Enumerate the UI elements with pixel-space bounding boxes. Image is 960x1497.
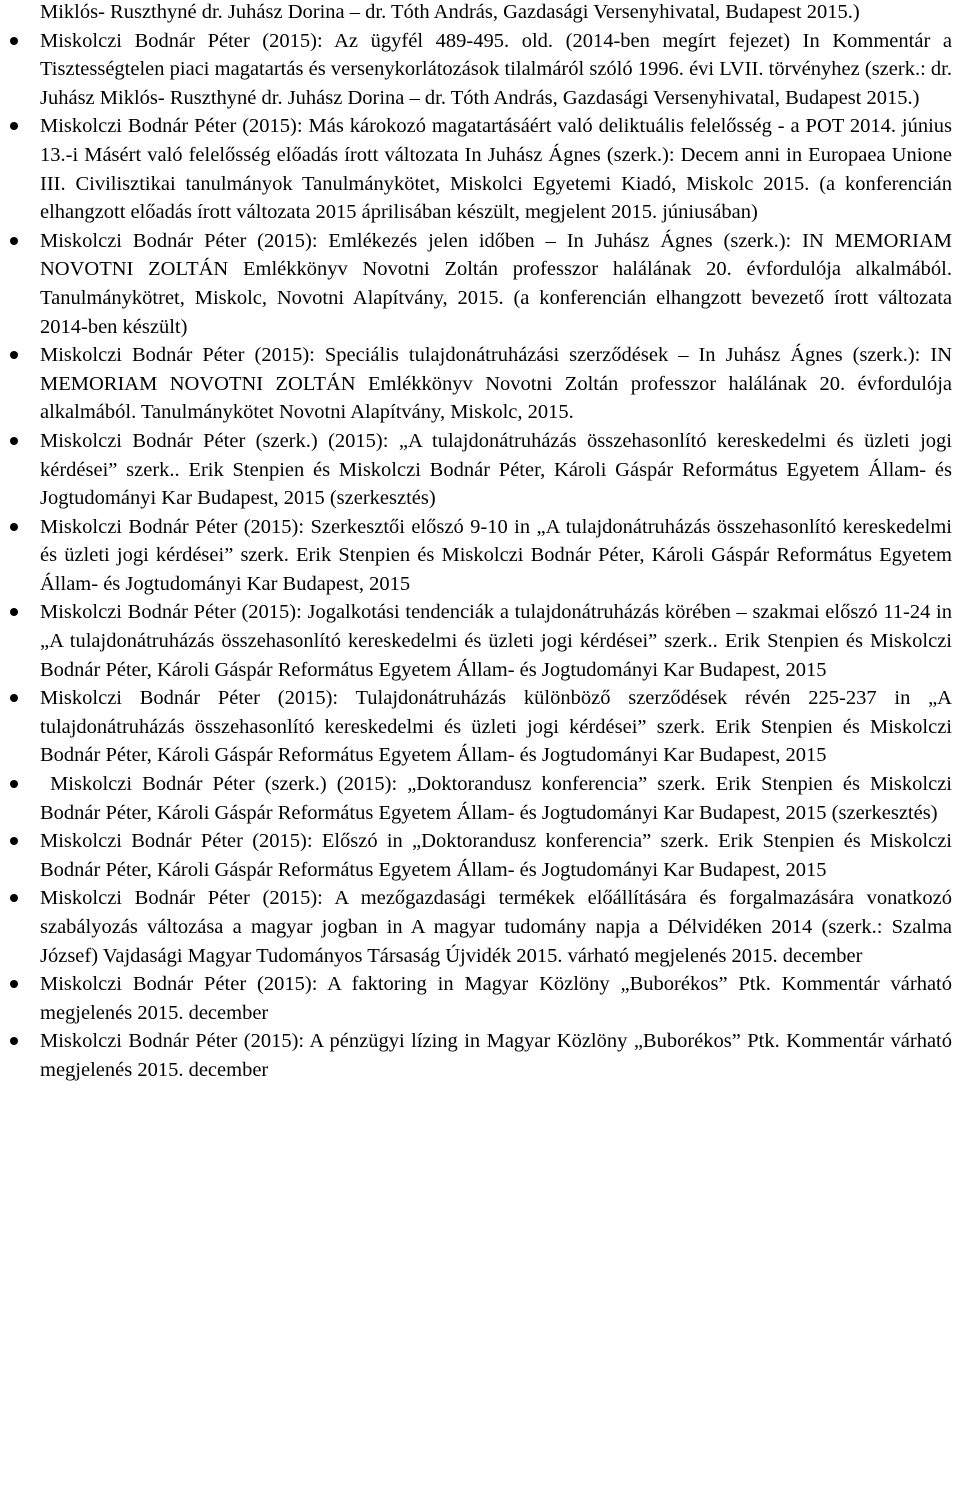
publication-text: Miskolczi Bodnár Péter (2015): A faktoring in Magyar Közlöny „Buborékos” Ptk. Kommentár várható megjelenés 2015. december — [40, 973, 952, 1024]
continued-reference-text: Miklós- Ruszthyné dr. Juhász Dorina – dr. Tóth András, Gazdasági Versenyhivatal, Budapest 2015.) — [40, 1, 860, 23]
publication-text: Miskolczi Bodnár Péter (2015): Előszó in „Doktorandusz konferencia” szerk. Erik Stenpien és Miskolczi Bodnár Péter, Károli Gáspár Református Egyetem Állam- és Jogtudományi Kar Budapest, 2015 — [40, 830, 952, 881]
publication-list — [0, 27, 960, 1085]
publication-item — [40, 513, 952, 599]
publication-text: Miskolczi Bodnár Péter (szerk.) (2015): „Doktorandusz konferencia” szerk. Erik Stenpien és Miskolczi Bodnár Péter, Károli Gáspár Református Egyetem Állam- és Jogtudományi Kar Budapest, 2015 (szerkesztés) — [40, 773, 958, 824]
publication-text: Miskolczi Bodnár Péter (2015): Más károkozó magatartásáért való deliktuális felelősség - a POT 2014. június 13.-i Másért való felelősség előadás írott változata In Juhász Ágnes (szerk.): Decem anni in Europaea Unione III. Civilisztikai tanulmányok Tanulmánykötet, Miskolci Egyetemi Kiadó, Miskolc 2015. (a konferencián elhangzott előadás írott változata 2015 áprilisában készült, megjelent 2015. júniusában) — [40, 115, 952, 224]
publication-item — [40, 770, 958, 827]
publication-item — [40, 427, 952, 513]
bullet-icon — [10, 351, 18, 359]
publication-text: Miskolczi Bodnár Péter (2015): Speciális tulajdonátruházási szerződések – In Juhász Ágnes (szerk.): IN MEMORIAM NOVOTNI ZOLTÁN Emlékkönyv Novotni Zoltán professzor halálának 20. évfordulója alkalmából. Tanulmánykötet Novotni Alapítvány, Miskolc, 2015. — [40, 344, 952, 424]
bullet-icon — [10, 1037, 18, 1045]
publication-item — [40, 970, 952, 1027]
bullet-icon — [10, 894, 18, 902]
bullet-icon — [10, 523, 18, 531]
publication-item — [40, 112, 952, 226]
bullet-icon — [10, 122, 18, 130]
publication-item — [40, 341, 952, 427]
publication-text: Miskolczi Bodnár Péter (2015): Emlékezés jelen időben – In Juhász Ágnes (szerk.): IN MEMORIAM NOVOTNI ZOLTÁN Emlékkönyv Novotni Zoltán professzor halálának 20. évfordulója alkalmából. Tanulmánykötret, Miskolc, Novotni Alapítvány, 2015. (a konferencián elhangzott bevezető írott változata 2014-ben készült) — [40, 229, 952, 338]
publication-item — [40, 827, 952, 884]
publication-text: Miskolczi Bodnár Péter (2015): Az ügyfél 489-495. old. (2014-ben megírt fejezet) In Kommentár a Tisztességtelen piaci magatartás és versenykorlátozások tilalmáról szóló 1996. évi LVII. törvényhez (szerk.: dr. Juhász Miklós- Ruszthyné dr. Juhász Dorina – dr. Tóth András, Gazdasági Versenyhivatal, Budapest 2015.) — [40, 29, 952, 109]
publication-item — [40, 27, 952, 113]
publication-text: Miskolczi Bodnár Péter (2015): Jogalkotási tendenciák a tulajdonátruházás körében – szakmai előszó 11-24 in „A tulajdonátruházás összehasonlító kereskedelmi és üzleti jogi kérdései” szerk.. Erik Stenpien és Miskolczi Bodnár Péter, Károli Gáspár Református Egyetem Állam- és Jogtudományi Kar Budapest, 2015 — [40, 601, 952, 681]
publication-text: Miskolczi Bodnár Péter (2015): Tulajdonátruházás különböző szerződések révén 225-237 in „A tulajdonátruházás összehasonlító kereskedelmi és üzleti jogi kérdései” szerk. Erik Stenpien és Miskolczi Bodnár Péter, Károli Gáspár Református Egyetem Állam- és Jogtudományi Kar Budapest, 2015 — [40, 687, 952, 767]
bullet-icon — [10, 694, 18, 702]
bullet-icon — [10, 980, 18, 988]
publication-text: Miskolczi Bodnár Péter (2015): A mezőgazdasági termékek előállítására és forgalmazására vonatkozó szabályozás változása a magyar jogban in A magyar tudomány napja a Délvidéken 2014 (szerk.: Szalma József) Vajdasági Magyar Tudományos Társaság Újvidék 2015. várható megjelenés 2015. december — [40, 887, 952, 967]
bullet-icon — [10, 608, 18, 616]
publication-item — [40, 598, 952, 684]
bullet-icon — [10, 837, 18, 845]
publication-text: Miskolczi Bodnár Péter (2015): A pénzügyi lízing in Magyar Közlöny „Buborékos” Ptk. Kommentár várható megjelenés 2015. december — [40, 1030, 952, 1081]
publication-text: Miskolczi Bodnár Péter (2015): Szerkesztői előszó 9-10 in „A tulajdonátruházás összehasonlító kereskedelmi és üzleti jogi kérdései” szerk. Erik Stenpien és Miskolczi Bodnár Péter, Károli Gáspár Református Egyetem Állam- és Jogtudományi Kar Budapest, 2015 — [40, 515, 952, 595]
bullet-icon — [10, 37, 18, 45]
publication-item — [40, 884, 952, 970]
bullet-icon — [10, 237, 18, 245]
publication-item — [40, 227, 952, 341]
publication-text: Miskolczi Bodnár Péter (szerk.) (2015): „A tulajdonátruházás összehasonlító kereskedelmi és üzleti jogi kérdései” szerk.. Erik Stenpien és Miskolczi Bodnár Péter, Károli Gáspár Református Egyetem Állam- és Jogtudományi Kar Budapest, 2015 (szerkesztés) — [40, 429, 952, 510]
bullet-icon — [10, 780, 18, 788]
bullet-icon — [10, 437, 18, 445]
publication-item — [40, 1027, 952, 1084]
publication-item — [40, 684, 952, 770]
